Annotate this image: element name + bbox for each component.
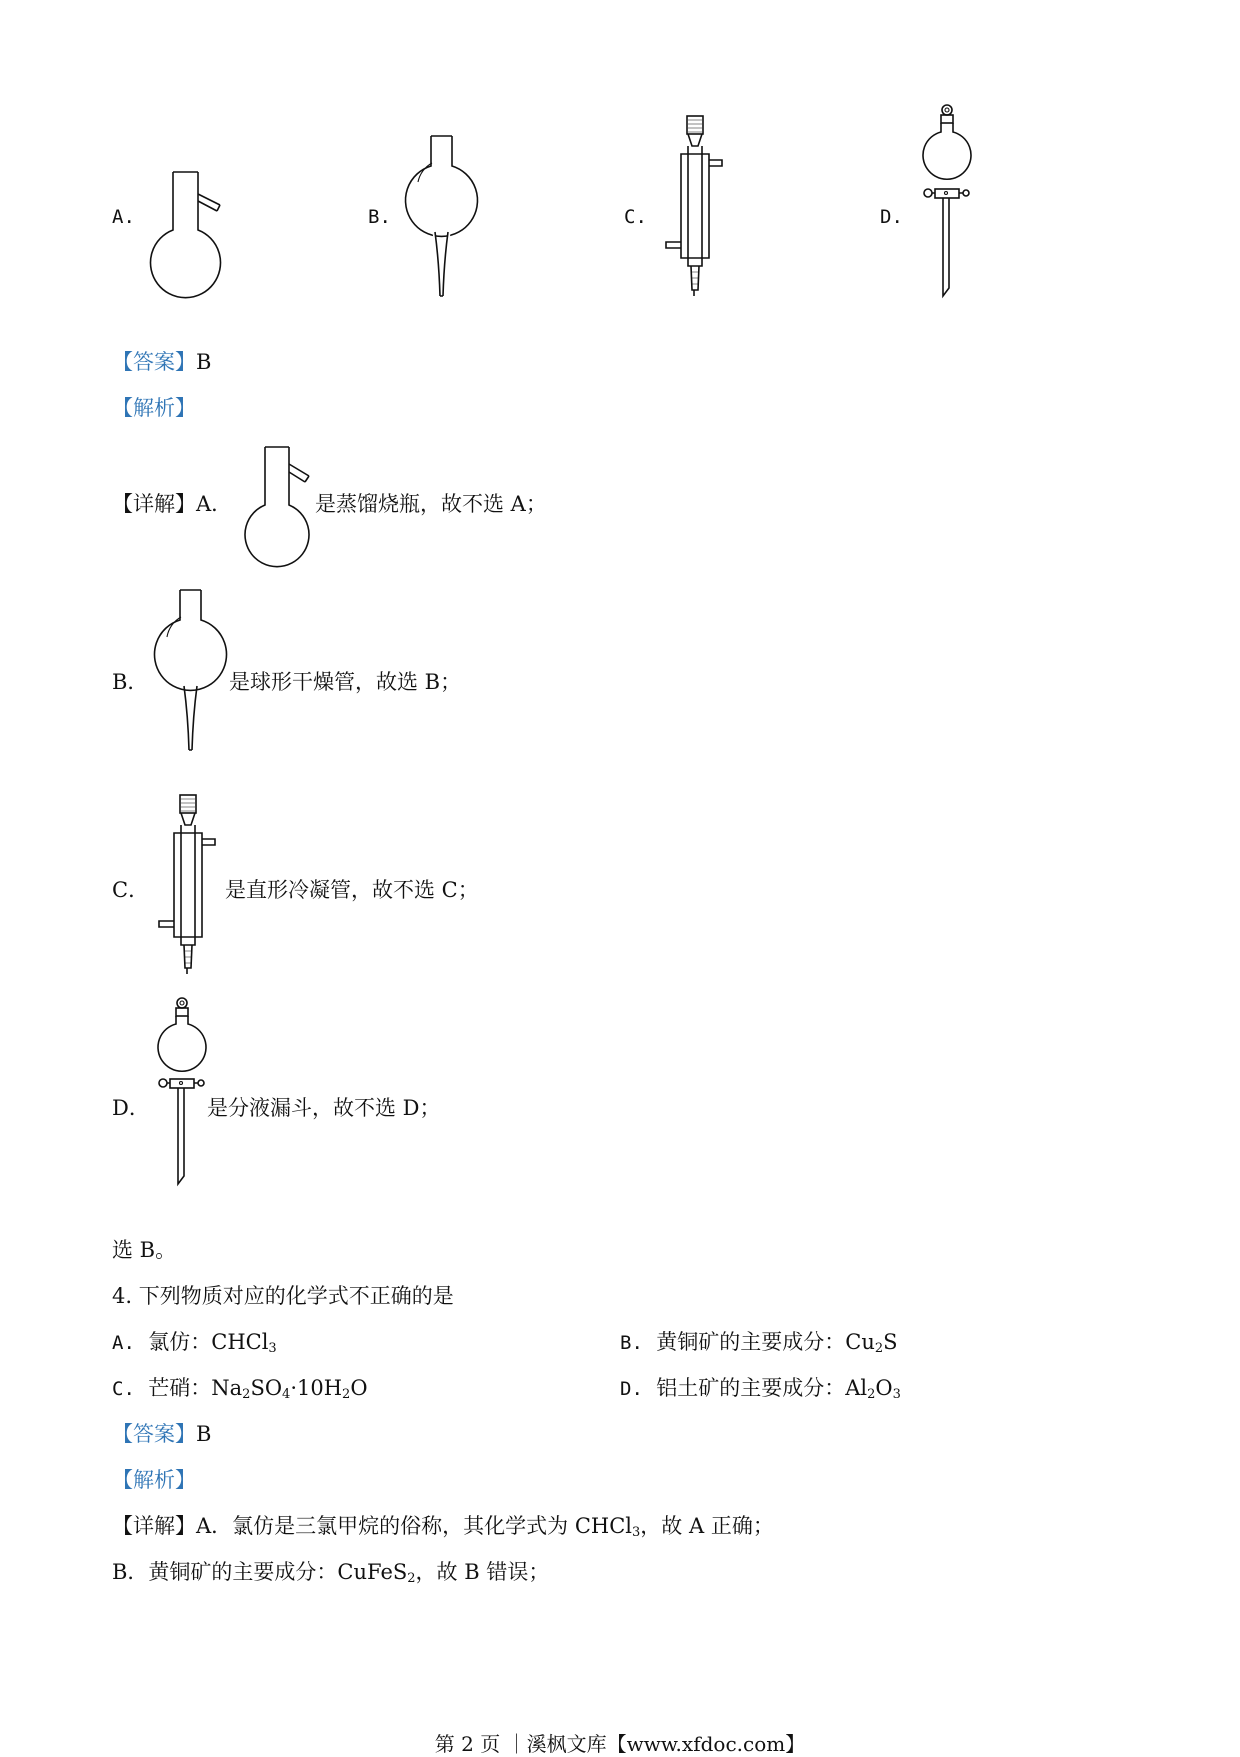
detail-tag: 【详解】 [112, 1514, 196, 1538]
option-d-label: D. [620, 1378, 643, 1400]
page-footer: 第 2 页 ｜溪枫文库【www.xfdoc.com】 [434, 1732, 806, 1756]
q4-detail-b: B．黄铜矿的主要成分：CuFeS$_2$，故 B 错误； [112, 1560, 550, 1586]
q3-conclusion: 选 B。 [112, 1238, 177, 1262]
q4-analysis-tag: 【解析】 [112, 1468, 196, 1492]
detail-a-label: A． [196, 492, 233, 516]
q3-option-c-label: C. [624, 206, 647, 228]
q4-option-b: B. 黄铜矿的主要成分：$Cu_2S$ [620, 1330, 898, 1356]
option-b-label: B. [620, 1332, 643, 1354]
q4-option-a: A. 氯仿：CHCl$_3$ [112, 1330, 277, 1356]
q4-detail-a: 【详解】A．氯仿是三氯甲烷的俗称，其化学式为 CHCl$_3$，故 A 正确； [112, 1514, 774, 1540]
q3-option-b-label: B. [368, 206, 391, 228]
q4-option-c: C. 芒硝：$Na_2SO_4\cdot 10H_2O$ [112, 1376, 368, 1402]
answer-tag: 【答案】 [112, 350, 196, 374]
q3-detail-b-text: 是球形干燥管，故选 B； [229, 670, 462, 694]
q3-answer [112, 348, 211, 376]
q3-detail-b-label: B． [112, 670, 149, 694]
q3-detail-a-text: 是蒸馏烧瓶，故不选 A； [315, 492, 547, 516]
answer-value: B [196, 1422, 212, 1446]
separatory-funnel-icon [0, 0, 1, 1]
q4-answer [112, 1420, 211, 1448]
q3-analysis-tag: 【解析】 [112, 396, 196, 420]
answer-tag: 【答案】 [112, 1422, 196, 1446]
q3-option-d-label: D. [880, 206, 903, 228]
detail-tag: 【详解】 [112, 492, 196, 516]
q3-detail-d-label: D． [112, 1096, 150, 1120]
q3-detail-c-text: 是直形冷凝管，故不选 C； [225, 878, 479, 902]
option-c-label: C. [112, 1378, 135, 1400]
answer-value: B [196, 350, 212, 374]
q3-detail-d-text: 是分液漏斗，故不选 D； [207, 1096, 441, 1120]
q4-option-d: D. 铝土矿的主要成分：$Al_2O_3$ [620, 1376, 901, 1402]
q3-option-a-label: A. [112, 206, 135, 228]
q4-stem: 4. 下列物质对应的化学式不正确的是 [112, 1284, 454, 1308]
q3-detail-c-label: C． [112, 878, 150, 902]
q3-detail-a [112, 490, 232, 518]
option-a-label: A. [112, 1332, 135, 1354]
